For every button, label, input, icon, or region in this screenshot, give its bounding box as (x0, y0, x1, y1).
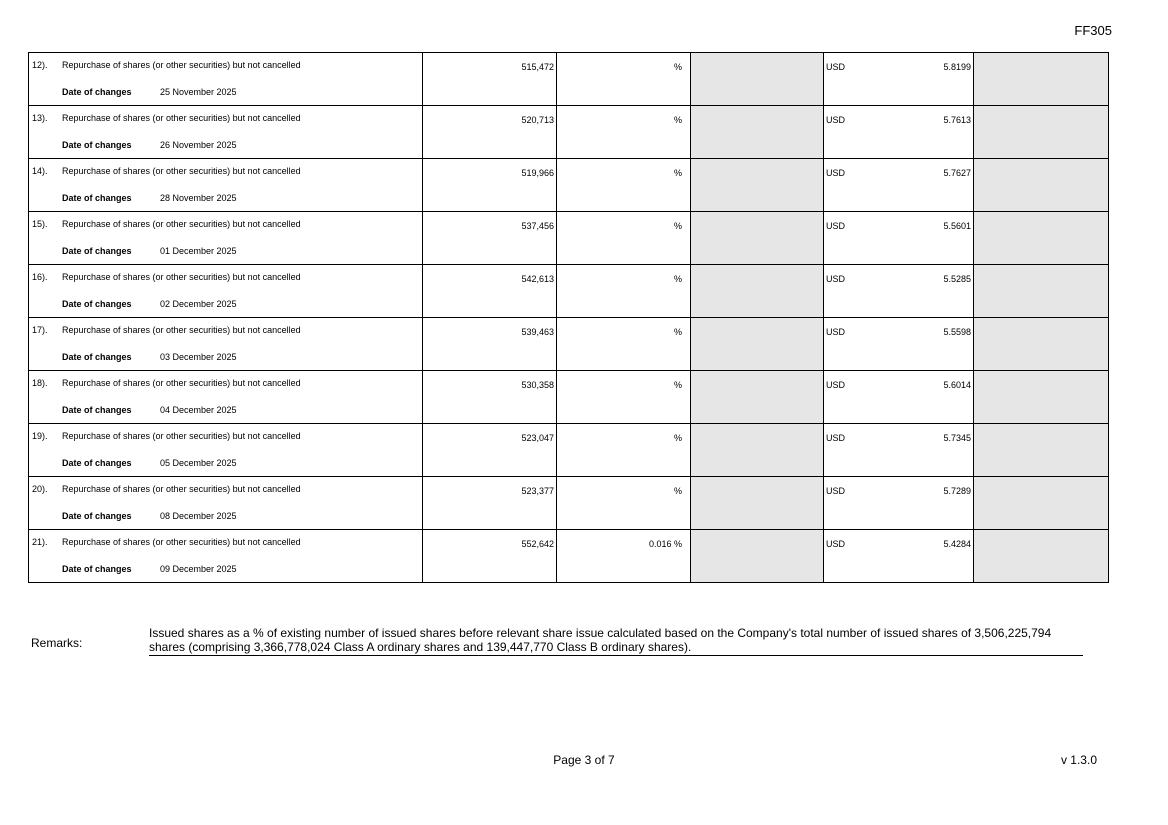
description-cell (29, 530, 423, 583)
shaded-cell (691, 477, 824, 530)
date-value: 28 November 2025 (160, 193, 237, 203)
row-number: 16). (32, 272, 48, 282)
date-value: 03 December 2025 (160, 352, 237, 362)
price-value: 5.5598 (943, 327, 971, 337)
shaded-cell (691, 371, 824, 424)
price-cell (824, 106, 974, 159)
price-value: 5.6014 (943, 380, 971, 390)
percentage-cell (557, 424, 691, 477)
change-type: Repurchase of shares (or other securities) but not cancelled (62, 60, 301, 70)
shares-value: 552,642 (521, 539, 554, 549)
date-label: Date of changes (62, 87, 132, 97)
shaded-cell (974, 159, 1109, 212)
date-label: Date of changes (62, 564, 132, 574)
date-value: 26 November 2025 (160, 140, 237, 150)
date-value: 02 December 2025 (160, 299, 237, 309)
percentage-value: % (673, 274, 682, 284)
table-row (29, 265, 1109, 318)
change-type: Repurchase of shares (or other securities) but not cancelled (62, 113, 301, 123)
percentage-cell (557, 106, 691, 159)
description-cell (29, 265, 423, 318)
row-number: 14). (32, 166, 48, 176)
share-changes-table (28, 52, 1109, 583)
currency-code: USD (826, 327, 846, 337)
description-cell (29, 212, 423, 265)
shares-cell (423, 53, 557, 106)
change-type: Repurchase of shares (or other securities) but not cancelled (62, 537, 301, 547)
shaded-cell (691, 265, 824, 318)
price-cell (824, 53, 974, 106)
shares-cell (423, 212, 557, 265)
date-value: 01 December 2025 (160, 246, 237, 256)
shaded-cell (691, 318, 824, 371)
price-value: 5.7289 (943, 486, 971, 496)
price-value: 5.7613 (943, 115, 971, 125)
table-row (29, 530, 1109, 583)
table-row (29, 477, 1109, 530)
shares-cell (423, 371, 557, 424)
shaded-cell (691, 53, 824, 106)
row-number: 15). (32, 219, 48, 229)
currency-code: USD (826, 539, 846, 549)
shares-cell (423, 265, 557, 318)
shares-cell (423, 159, 557, 212)
remarks-label: Remarks: (31, 636, 83, 650)
percentage-value: % (673, 115, 682, 125)
percentage-value: % (673, 327, 682, 337)
shares-value: 519,966 (521, 168, 554, 178)
table-row (29, 53, 1109, 106)
percentage-value: % (673, 62, 682, 72)
price-value: 5.5601 (943, 221, 971, 231)
row-number: 18). (32, 378, 48, 388)
table-row (29, 212, 1109, 265)
date-value: 09 December 2025 (160, 564, 237, 574)
price-cell (824, 265, 974, 318)
shares-value: 523,377 (521, 486, 554, 496)
shares-cell (423, 318, 557, 371)
row-number: 19). (32, 431, 48, 441)
share-changes-body (29, 53, 1109, 583)
date-label: Date of changes (62, 405, 132, 415)
date-value: 08 December 2025 (160, 511, 237, 521)
percentage-value: % (673, 221, 682, 231)
date-value: 25 November 2025 (160, 87, 237, 97)
shaded-cell (691, 424, 824, 477)
shares-cell (423, 477, 557, 530)
change-type: Repurchase of shares (or other securities) but not cancelled (62, 166, 301, 176)
change-type: Repurchase of shares (or other securities) but not cancelled (62, 431, 301, 441)
currency-code: USD (826, 168, 846, 178)
percentage-cell (557, 477, 691, 530)
shares-value: 542,613 (521, 274, 554, 284)
percentage-cell (557, 159, 691, 212)
price-cell (824, 424, 974, 477)
currency-code: USD (826, 433, 846, 443)
row-number: 12). (32, 60, 48, 70)
currency-code: USD (826, 486, 846, 496)
shaded-cell (691, 530, 824, 583)
shares-value: 539,463 (521, 327, 554, 337)
shares-cell (423, 424, 557, 477)
shaded-cell (974, 265, 1109, 318)
shaded-cell (974, 212, 1109, 265)
date-label: Date of changes (62, 352, 132, 362)
percentage-cell (557, 318, 691, 371)
shaded-cell (974, 371, 1109, 424)
price-cell (824, 318, 974, 371)
price-value: 5.4284 (943, 539, 971, 549)
shares-cell (423, 530, 557, 583)
page-number: Page 3 of 7 (553, 753, 615, 767)
table-row (29, 318, 1109, 371)
price-cell (824, 477, 974, 530)
shares-value: 523,047 (521, 433, 554, 443)
change-type: Repurchase of shares (or other securities) but not cancelled (62, 378, 301, 388)
row-number: 13). (32, 113, 48, 123)
table-row (29, 371, 1109, 424)
shares-cell (423, 106, 557, 159)
shaded-cell (691, 159, 824, 212)
form-code: FF305 (1074, 23, 1112, 38)
percentage-cell (557, 212, 691, 265)
version-label: v 1.3.0 (1060, 753, 1097, 767)
date-label: Date of changes (62, 246, 132, 256)
date-value: 05 December 2025 (160, 458, 237, 468)
price-value: 5.7345 (943, 433, 971, 443)
shaded-cell (974, 53, 1109, 106)
description-cell (29, 477, 423, 530)
change-type: Repurchase of shares (or other securities) but not cancelled (62, 272, 301, 282)
percentage-value: % (673, 168, 682, 178)
currency-code: USD (826, 115, 846, 125)
shaded-cell (974, 318, 1109, 371)
percentage-value: % (673, 380, 682, 390)
shaded-cell (974, 530, 1109, 583)
date-value: 04 December 2025 (160, 405, 237, 415)
price-value: 5.7627 (943, 168, 971, 178)
price-cell (824, 371, 974, 424)
percentage-value: % (673, 486, 682, 496)
price-cell (824, 159, 974, 212)
row-number: 21). (32, 537, 48, 547)
price-cell (824, 212, 974, 265)
shares-value: 530,358 (521, 380, 554, 390)
description-cell (29, 318, 423, 371)
shaded-cell (974, 477, 1109, 530)
shares-value: 515,472 (521, 62, 554, 72)
change-type: Repurchase of shares (or other securities) but not cancelled (62, 219, 301, 229)
date-label: Date of changes (62, 511, 132, 521)
percentage-cell (557, 371, 691, 424)
shaded-cell (691, 106, 824, 159)
shaded-cell (974, 106, 1109, 159)
table-row (29, 424, 1109, 477)
change-type: Repurchase of shares (or other securities) but not cancelled (62, 325, 301, 335)
description-cell (29, 159, 423, 212)
description-cell (29, 424, 423, 477)
currency-code: USD (826, 380, 846, 390)
date-label: Date of changes (62, 140, 132, 150)
description-cell (29, 106, 423, 159)
percentage-value: % (673, 433, 682, 443)
percentage-cell (557, 53, 691, 106)
percentage-cell (557, 530, 691, 583)
table-row (29, 106, 1109, 159)
remarks-text: Issued shares as a % of existing number of issued shares before relevant share issue calculated based on the Company's total number of issued shares of 3,506,225,794 shares (comprising 3,366,778,024 Class A ordinary shares and 139,447,770 Class B ordinary shares). (149, 626, 1083, 656)
description-cell (29, 371, 423, 424)
shaded-cell (691, 212, 824, 265)
date-label: Date of changes (62, 458, 132, 468)
shares-value: 537,456 (521, 221, 554, 231)
price-cell (824, 530, 974, 583)
price-value: 5.5285 (943, 274, 971, 284)
date-label: Date of changes (62, 299, 132, 309)
percentage-value: 0.016 % (648, 539, 682, 549)
shaded-cell (974, 424, 1109, 477)
currency-code: USD (826, 274, 846, 284)
table-row (29, 159, 1109, 212)
date-label: Date of changes (62, 193, 132, 203)
shares-value: 520,713 (521, 115, 554, 125)
percentage-cell (557, 265, 691, 318)
currency-code: USD (826, 221, 846, 231)
currency-code: USD (826, 62, 846, 72)
change-type: Repurchase of shares (or other securities) but not cancelled (62, 484, 301, 494)
row-number: 17). (32, 325, 48, 335)
row-number: 20). (32, 484, 48, 494)
price-value: 5.8199 (943, 62, 971, 72)
description-cell (29, 53, 423, 106)
